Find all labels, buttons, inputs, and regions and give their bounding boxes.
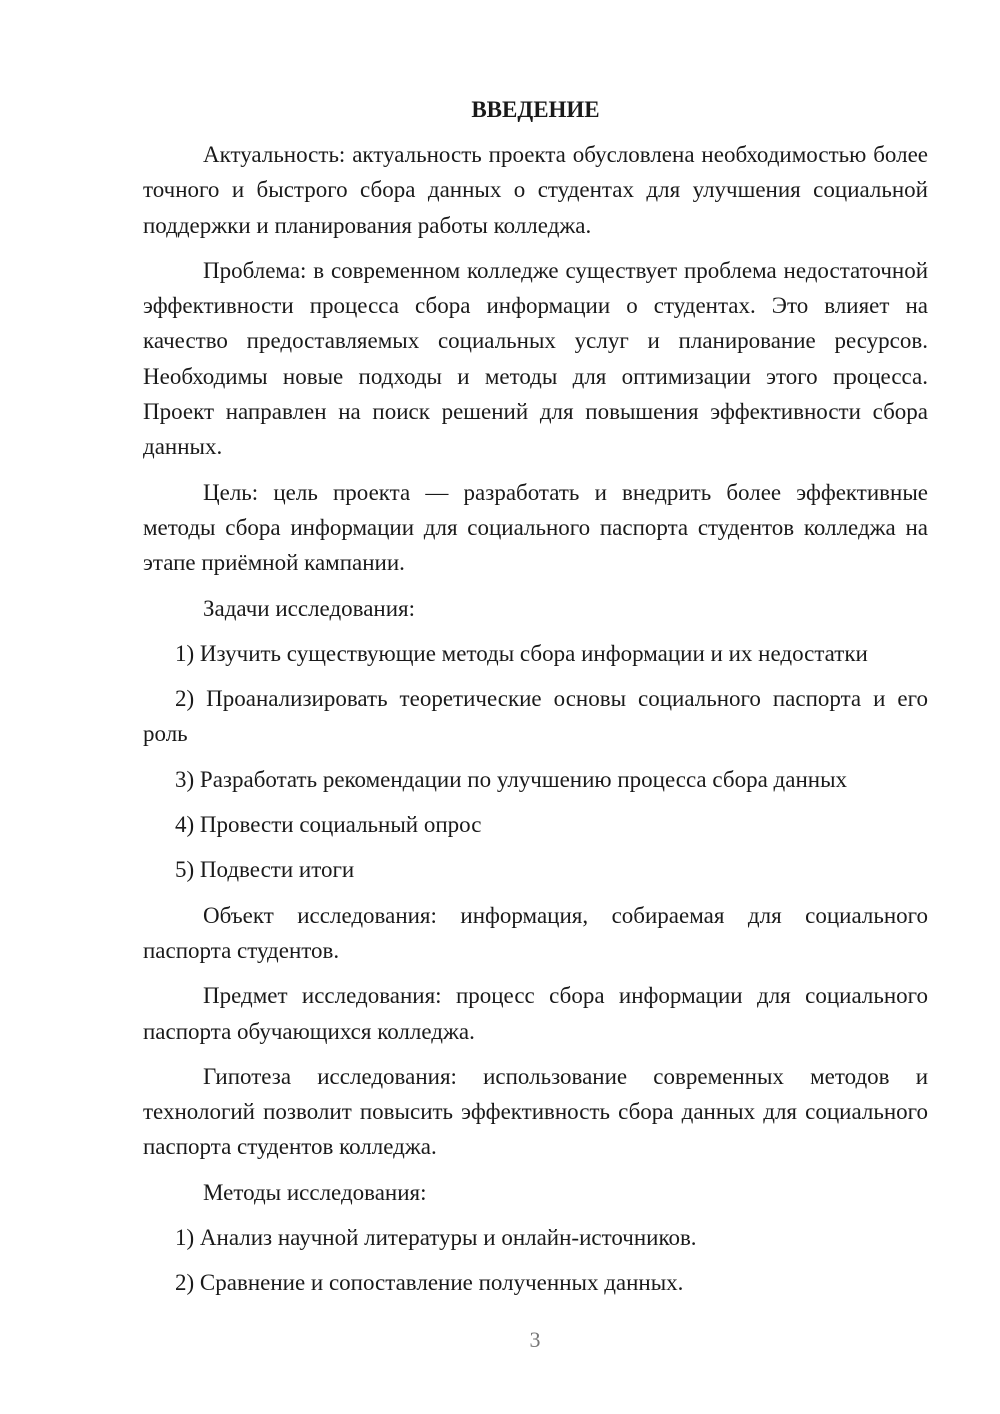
- page-number: 3: [529, 1327, 541, 1352]
- methods-heading: Методы исследования:: [203, 1179, 427, 1205]
- section-title: ВВЕДЕНИЕ: [471, 97, 600, 122]
- task-item-3: 3) Разработать рекомендации по улучшению процесса сбора данных: [175, 766, 848, 792]
- document-page: [143, 92, 928, 1311]
- task-item-1: 1) Изучить существующие методы сбора информации и их недостатки: [175, 640, 868, 666]
- problem-paragraph: Проблема: в современном колледже существует проблема недостаточной эффективности процесса сбора информации о студентах. Это влияет на качество предоставляемых социальных услуг и планирование ресурсов. Необходимы новые подходы и методы для оптимизации этого процесса. Проект направлен на поиск решений для повышения эффективности сбора данных.: [143, 257, 928, 460]
- relevance-paragraph: Актуальность: актуальность проекта обусловлена необходимостью более точного и быстрого сбора данных о студентах для улучшения социальной поддержки и планирования работы колледжа.: [143, 142, 928, 238]
- object-paragraph: Объект исследования: информация, собираемая для социального паспорта студентов.: [143, 902, 928, 963]
- method-item-2: 2) Сравнение и сопоставление полученных данных.: [175, 1270, 684, 1296]
- hypothesis-paragraph: Гипотеза исследования: использование современных методов и технологий позволит повысить эффективность сбора данных для социального паспорта студентов колледжа.: [143, 1063, 928, 1160]
- subject-paragraph: Предмет исследования: процесс сбора информации для социального паспорта обучающихся колледжа.: [143, 983, 928, 1044]
- task-item-5: 5) Подвести итоги: [175, 857, 355, 883]
- task-item-2: 2) Проанализировать теоретические основы социального паспорта и его роль: [143, 686, 928, 747]
- goal-paragraph: Цель: цель проекта — разработать и внедрить более эффективные методы сбора информации для социального паспорта студентов колледжа на этапе приёмной кампании.: [143, 479, 928, 576]
- method-item-1: 1) Анализ научной литературы и онлайн-источников.: [175, 1225, 697, 1251]
- tasks-heading: Задачи исследования:: [203, 595, 416, 621]
- task-item-4: 4) Провести социальный опрос: [175, 812, 482, 838]
